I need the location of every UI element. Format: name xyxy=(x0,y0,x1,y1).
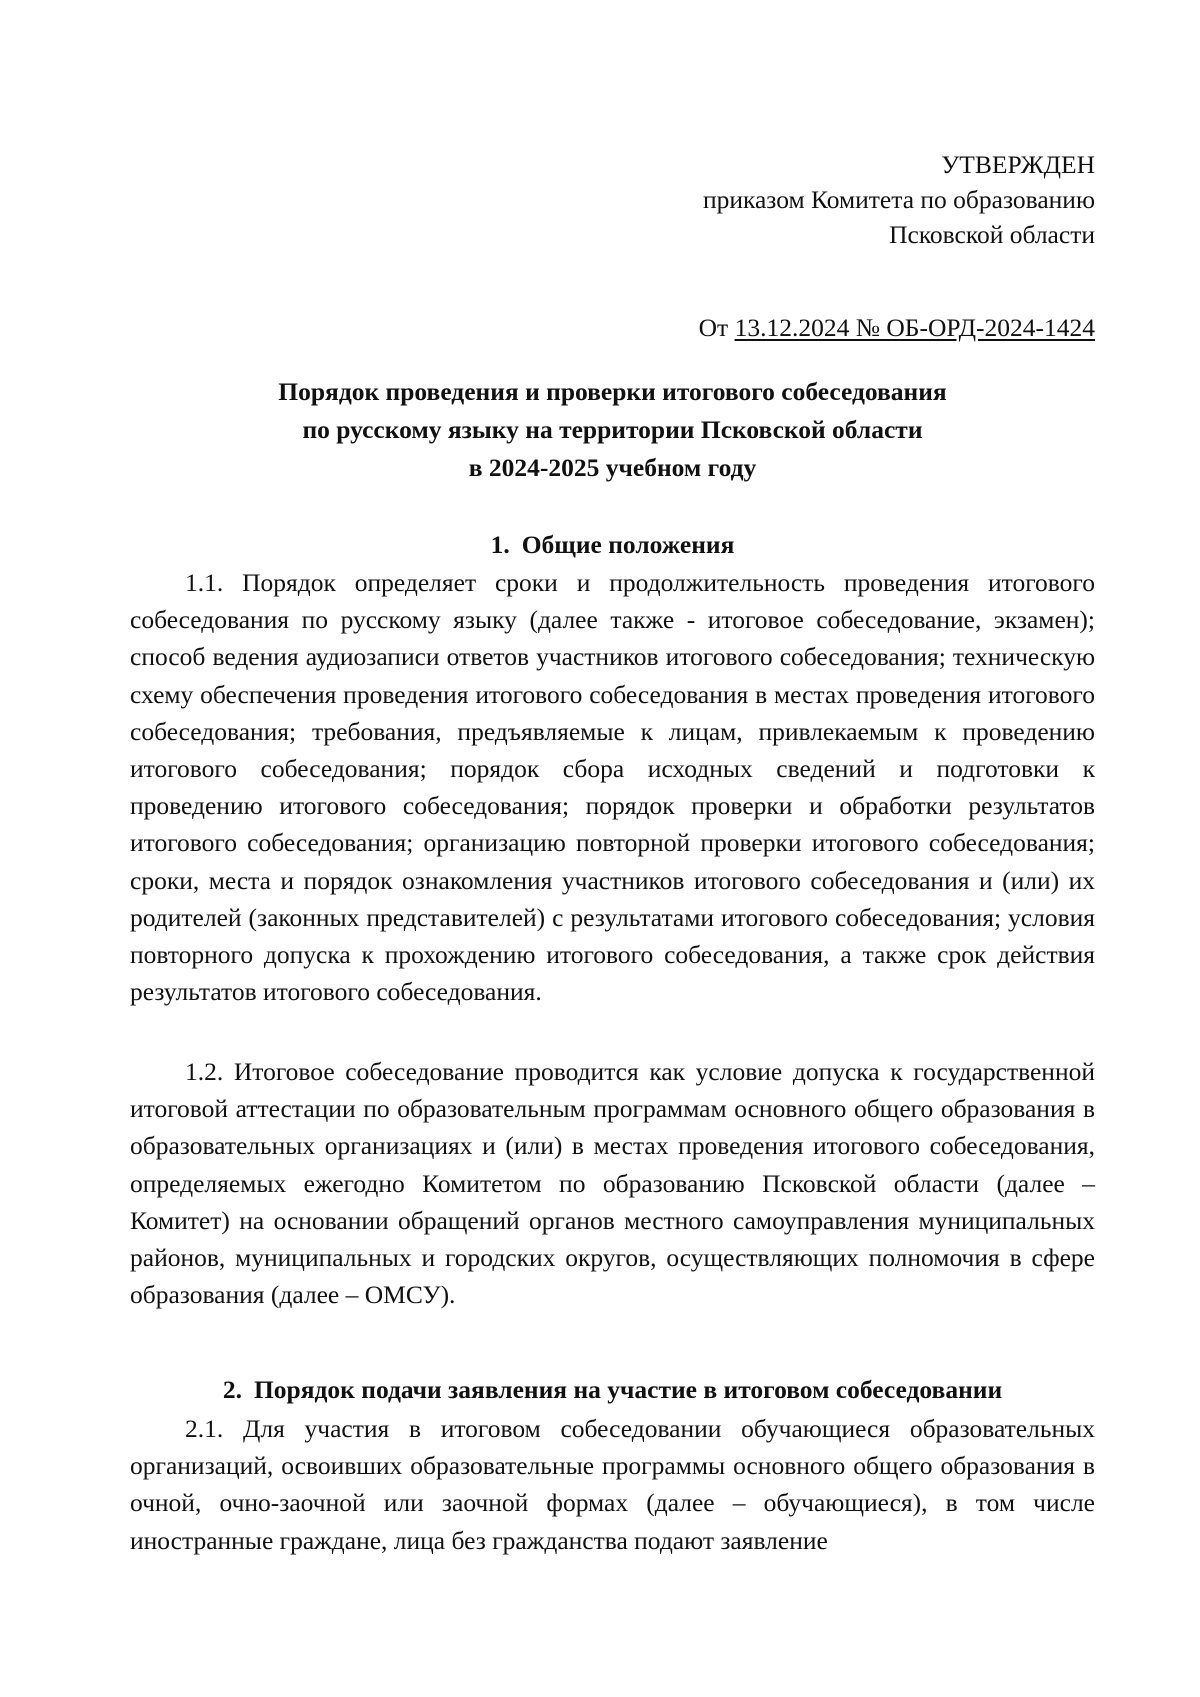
approval-line-3: Псковской области xyxy=(889,220,1095,249)
approval-stamp xyxy=(703,147,1095,252)
section-2-number: 2. xyxy=(222,1375,242,1404)
order-number: 13.12.2024 № ОБ-ОРД-2024-1424 xyxy=(734,313,1095,342)
paragraph-1-2: 1.2. Итоговое собеседование проводится как условие допуска к государственной итоговой аттестации по образовательным программам основного общего образования в образовательных организациях и (или) в местах проведения итогового собеседования, определяемых ежегодно Комитетом по образованию Псковской области (далее – Комитет) на основании обращений органов местного самоуправления муниципальных районов, муниципальных и городских округов, осуществляющих полномочия в сфере образования (далее – ОМСУ). xyxy=(130,1057,1095,1310)
section-2-title: Порядок подачи заявления на участие в итоговом собеседовании xyxy=(253,1375,1003,1404)
order-prefix: От xyxy=(698,313,729,342)
title-line-3: в 2024-2025 учебном году xyxy=(468,453,757,482)
approval-line-1: УТВЕРЖДЕН xyxy=(941,150,1095,179)
paragraph-2-1: 2.1. Для участия в итоговом собеседовании обучающиеся образовательных организаций, освоивших образовательные программы основного общего образования в очной, очно-заочной или заочной формах (далее – обучающиеся), в том числе иностранные граждане, лица без гражданства подают заявление xyxy=(130,1414,1095,1555)
section-1-number: 1. xyxy=(490,530,510,559)
order-reference xyxy=(699,310,1095,345)
approval-line-2: приказом Комитета по образованию xyxy=(702,185,1095,214)
section-1-heading xyxy=(130,527,1095,563)
document-title xyxy=(130,373,1095,487)
section-2-heading xyxy=(130,1372,1095,1408)
title-line-1: Порядок проведения и проверки итогового собеседования xyxy=(278,377,947,406)
title-line-2: по русскому языку на территории Псковской области xyxy=(302,415,923,444)
paragraph-1-1: 1.1. Порядок определяет сроки и продолжительность проведения итогового собеседования по русскому языку (далее также - итоговое собеседование, экзамен); способ ведения аудиозаписи ответов участников итогового собеседования; техническую схему обеспечения проведения итогового собеседования в местах проведения итогового собеседования; требования, предъявляемые к лицам, привлекаемым к проведению итогового собеседования; порядок сбора исходных сведений и подготовки к проведению итогового собеседования; порядок проверки и обработки результатов итогового собеседования; организацию повторной проверки итогового собеседования; сроки, места и порядок ознакомления участников итогового собеседования и (или) их родителей (законных представителей) с результатами итогового собеседования; условия повторного допуска к прохождению итогового собеседования, а также срок действия результатов итогового собеседования. xyxy=(130,568,1095,1007)
section-1-title: Общие положения xyxy=(521,530,735,559)
